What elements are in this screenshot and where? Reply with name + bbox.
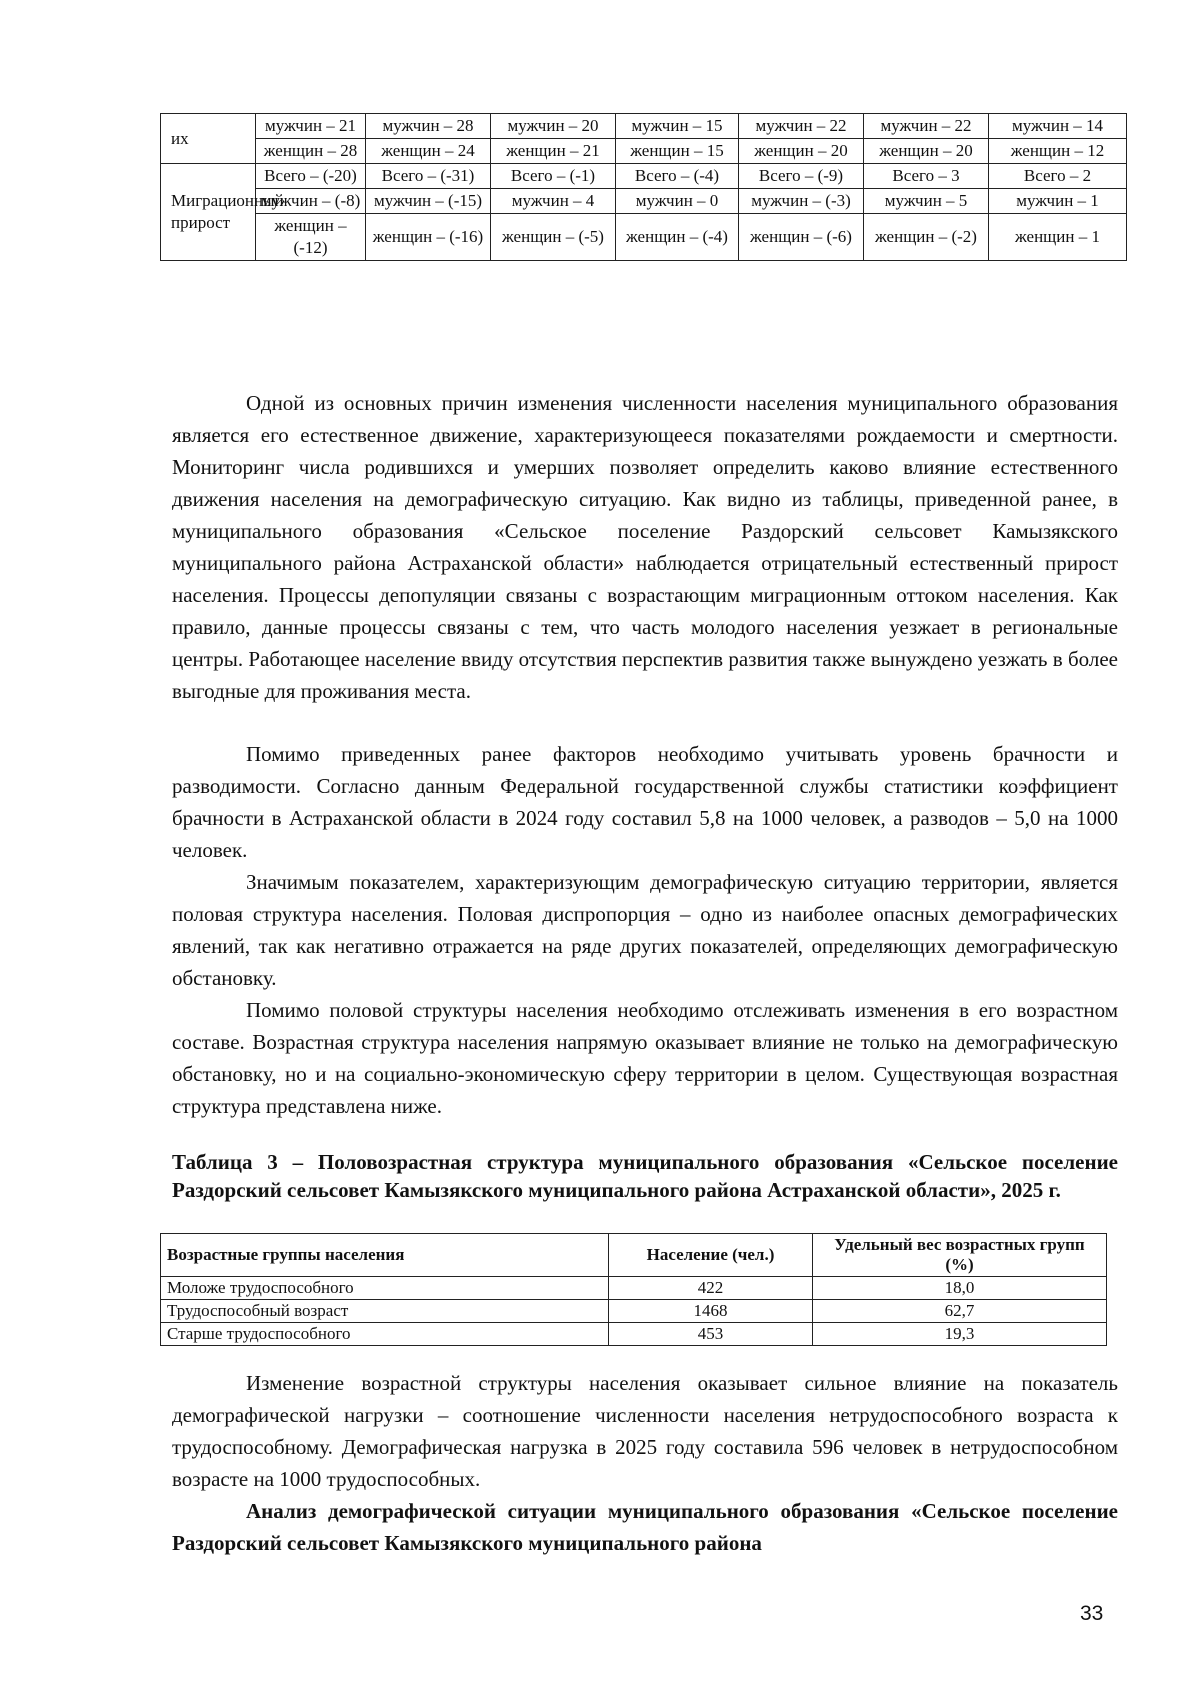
paragraph-sex-structure: Значимым показателем, характеризующим демографическую ситуацию территории, является половая структура населения. Половая диспропорция – одно из наиболее опасных демографических явлений, так как негативно отражается на ряде других показателей, определяющих демографическую обстановку. bbox=[172, 870, 1118, 990]
table-cell: женщин – 1 bbox=[989, 214, 1127, 261]
age-structure-table bbox=[160, 1233, 1107, 1346]
table-cell: мужчин – 1 bbox=[989, 189, 1127, 214]
table-row bbox=[161, 1300, 1107, 1323]
paragraph-demographic-load: Изменение возрастной структуры населения оказывает сильное влияние на показатель демографической нагрузки – соотношение численности населения нетрудоспособного возраста к трудоспособному. Демографическая нагрузка в 2025 году составила 596 человек в нетрудоспособном возрасте на 1000 трудоспособных. bbox=[172, 1371, 1118, 1491]
table-cell: мужчин – 22 bbox=[739, 114, 864, 139]
table-cell: женщин – 28 bbox=[256, 139, 366, 164]
table-cell: женщин – 15 bbox=[616, 139, 739, 164]
table-cell: Трудоспособный возраст bbox=[161, 1300, 609, 1323]
table-cell: мужчин – (-3) bbox=[739, 189, 864, 214]
table-cell: женщин – (-6) bbox=[739, 214, 864, 261]
table-header-row bbox=[161, 1234, 1107, 1277]
table-cell: мужчин – 14 bbox=[989, 114, 1127, 139]
column-header: Удельный вес возрастных групп (%) bbox=[813, 1234, 1107, 1277]
table-row bbox=[161, 1323, 1107, 1346]
migration-table bbox=[160, 113, 1127, 261]
table-cell: женщин – 20 bbox=[739, 139, 864, 164]
table-cell: женщин – (-5) bbox=[491, 214, 616, 261]
table-cell: мужчин – 5 bbox=[864, 189, 989, 214]
table-row bbox=[161, 189, 1127, 214]
page-number: 33 bbox=[1080, 1602, 1104, 1625]
table-row bbox=[161, 164, 1127, 189]
table-caption: Таблица 3 – Половозрастная структура муниципального образования «Сельское поселение Раздорский сельсовет Камызякского муниципального района Астраханской области», 2025 г. bbox=[172, 1150, 1118, 1202]
table-cell: женщин – (-2) bbox=[864, 214, 989, 261]
table-cell: 453 bbox=[609, 1323, 813, 1346]
table-row bbox=[161, 1277, 1107, 1300]
table-cell: женщин – 24 bbox=[366, 139, 491, 164]
table-cell: женщин – (-12) bbox=[256, 214, 366, 261]
table-cell: мужчин – (-15) bbox=[366, 189, 491, 214]
table-cell: мужчин – 28 bbox=[366, 114, 491, 139]
table-cell: мужчин – 22 bbox=[864, 114, 989, 139]
table-cell: мужчин – (-8) bbox=[256, 189, 366, 214]
section-heading: Анализ демографической ситуации муниципального образования «Сельское поселение Раздорский сельсовет Камызякского муниципального района bbox=[172, 1499, 1118, 1555]
table-cell: женщин – 21 bbox=[491, 139, 616, 164]
table-cell: Всего – (-20) bbox=[256, 164, 366, 189]
table-cell: мужчин – 20 bbox=[491, 114, 616, 139]
table-cell: Старше трудоспособного bbox=[161, 1323, 609, 1346]
table-row bbox=[161, 114, 1127, 139]
table-cell: Всего – (-1) bbox=[491, 164, 616, 189]
table-row bbox=[161, 214, 1127, 261]
table-cell: мужчин – 15 bbox=[616, 114, 739, 139]
table-row bbox=[161, 139, 1127, 164]
table-cell: мужчин – 21 bbox=[256, 114, 366, 139]
table-cell: женщин – 12 bbox=[989, 139, 1127, 164]
paragraph-natural-movement: Одной из основных причин изменения численности населения муниципального образования является его естественное движение, характеризующееся показателями рождаемости и смертности. Мониторинг числа родившихся и умерших позволяет определить каково влияние естественного движения населения на демографическую ситуацию. Как видно из таблицы, приведенной ранее, в муниципального образования «Сельское поселение Раздорский сельсовет Камызякского муниципального района Астраханской области» наблюдается отрицательный естественный прирост населения. Процессы депопуляции связаны с возрастающим миграционным оттоком населения. Как правило, данные процессы связаны с тем, что часть молодого населения уезжает в региональные центры. Работающее население ввиду отсутствия перспектив развития также вынуждено уезжать в более выгодные для проживания места. bbox=[172, 391, 1118, 703]
table-cell: 422 bbox=[609, 1277, 813, 1300]
table-cell: 62,7 bbox=[813, 1300, 1107, 1323]
paragraph-age-structure: Помимо половой структуры населения необходимо отслеживать изменения в его возрастном составе. Возрастная структура населения напрямую оказывает влияние не только на демографическую обстановку, но и на социально-экономическую сферу территории в целом. Существующая возрастная структура представлена ниже. bbox=[172, 998, 1118, 1118]
table-cell: 19,3 bbox=[813, 1323, 1107, 1346]
paragraph-marriage: Помимо приведенных ранее факторов необходимо учитывать уровень брачности и разводимости. Согласно данным Федеральной государственной службы статистики коэффициент брачности в Астраханской области в 2024 году составил 5,8 на 1000 человек, а разводов – 5,0 на 1000 человек. bbox=[172, 742, 1118, 862]
table-cell: Моложе трудоспособного bbox=[161, 1277, 609, 1300]
column-header: Население (чел.) bbox=[609, 1234, 813, 1277]
table-cell: Всего – (-31) bbox=[366, 164, 491, 189]
table-cell: Всего – 3 bbox=[864, 164, 989, 189]
table-cell: Всего – (-9) bbox=[739, 164, 864, 189]
table-cell: 18,0 bbox=[813, 1277, 1107, 1300]
table-cell: мужчин – 4 bbox=[491, 189, 616, 214]
column-header: Возрастные группы населения bbox=[161, 1234, 609, 1277]
table-cell: Всего – (-4) bbox=[616, 164, 739, 189]
table-cell: женщин – (-4) bbox=[616, 214, 739, 261]
table-cell: Всего – 2 bbox=[989, 164, 1127, 189]
table-cell: женщин – 20 bbox=[864, 139, 989, 164]
row-label: их bbox=[161, 114, 256, 164]
table-cell: мужчин – 0 bbox=[616, 189, 739, 214]
row-label: Миграционный прирост bbox=[161, 164, 256, 261]
table-cell: 1468 bbox=[609, 1300, 813, 1323]
table-cell: женщин – (-16) bbox=[366, 214, 491, 261]
